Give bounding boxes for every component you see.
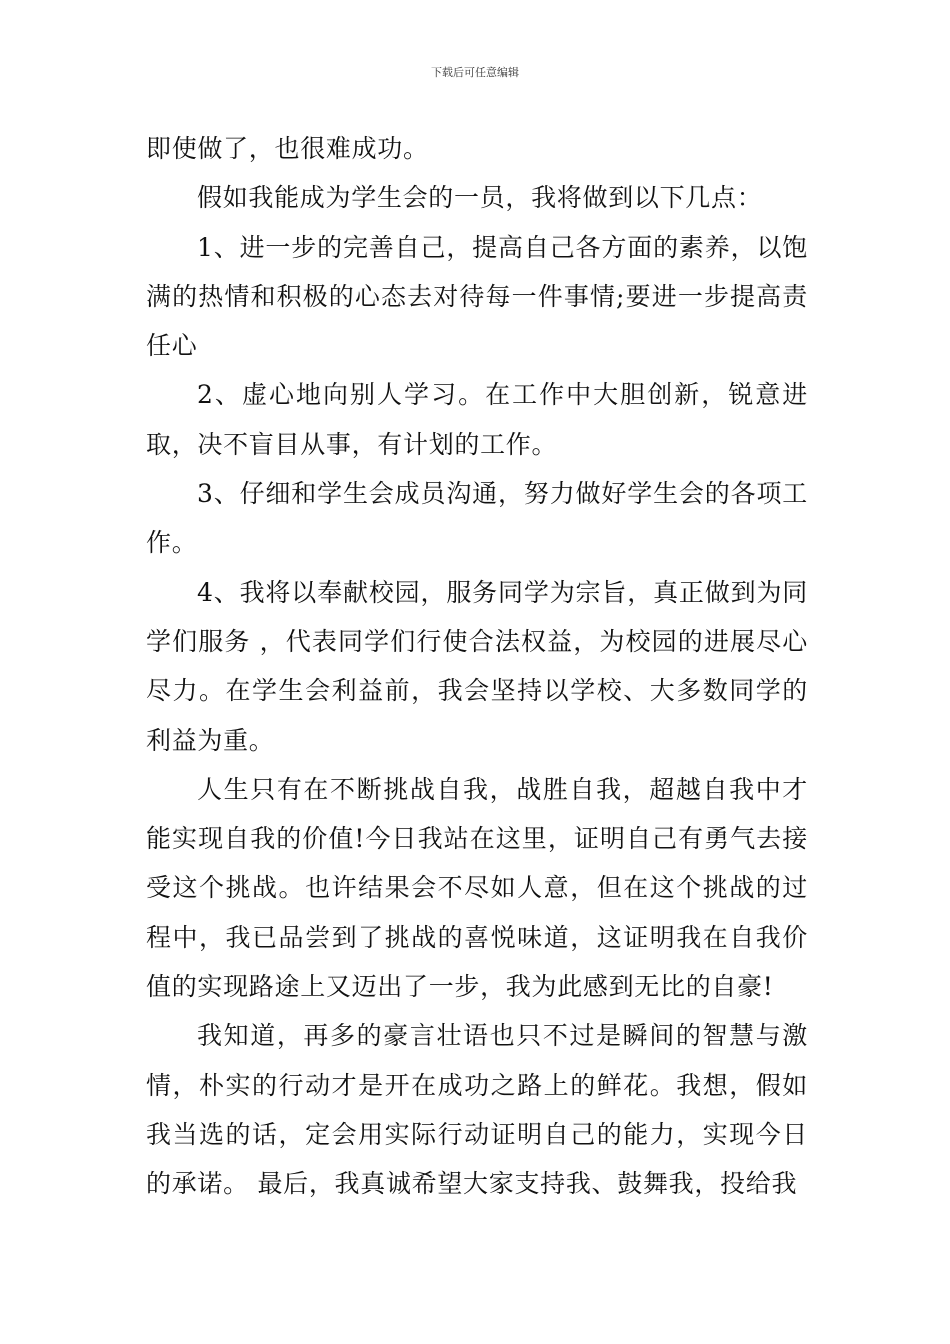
paragraph-closing: 我知道，再多的豪言壮语也只不过是瞬间的智慧与激情，朴实的行动才是开在成功之路上的鲜花。我想，假如我当选的话，定会用实际行动证明自己的能力，实现今日的承诺。 最后，我真诚希望大家支持我、鼓舞我，投给我: [146, 1021, 808, 1199]
paragraph-point-3: 3、仔细和学生会成员沟通，努力做好学生会的各项工作。: [146, 479, 808, 558]
paragraph-intro: 假如我能成为学生会的一员，我将做到以下几点：: [197, 183, 763, 213]
paragraph-self-challenge: 人生只有在不断挑战自我，战胜自我，超越自我中才能实现自我的价值!今日我站在这里，证明自己有勇气去接受这个挑战。也许结果会不尽如人意，但在这个挑战的过程中，我已品尝到了挑战的喜悦味道，这证明我在自我价值的实现路途上又迈出了一步，我为此感到无比的自豪!: [146, 774, 808, 1002]
document-body: [146, 124, 808, 1209]
paragraph-point-1: 1、进一步的完善自己，提高自己各方面的素养，以饱满的热情和积极的心态去对待每一件事情;要进一步提高责任心: [146, 232, 808, 361]
paragraph-point-4: 4、我将以奉献校园，服务同学为宗旨，真正做到为同学们服务 ，代表同学们行使合法权益，为校园的进展尽心尽力。在学生会利益前，我会坚持以学校、大多数同学的利益为重。: [146, 577, 808, 755]
paragraph-point-2: 2、虚心地向别人学习。在工作中大胆创新，锐意进取，决不盲目从事，有计划的工作。: [146, 380, 808, 459]
paragraph-continuation: 即使做了，也很难成功。: [146, 134, 429, 163]
page-header-caption: 下载后可任意编辑: [431, 66, 519, 79]
